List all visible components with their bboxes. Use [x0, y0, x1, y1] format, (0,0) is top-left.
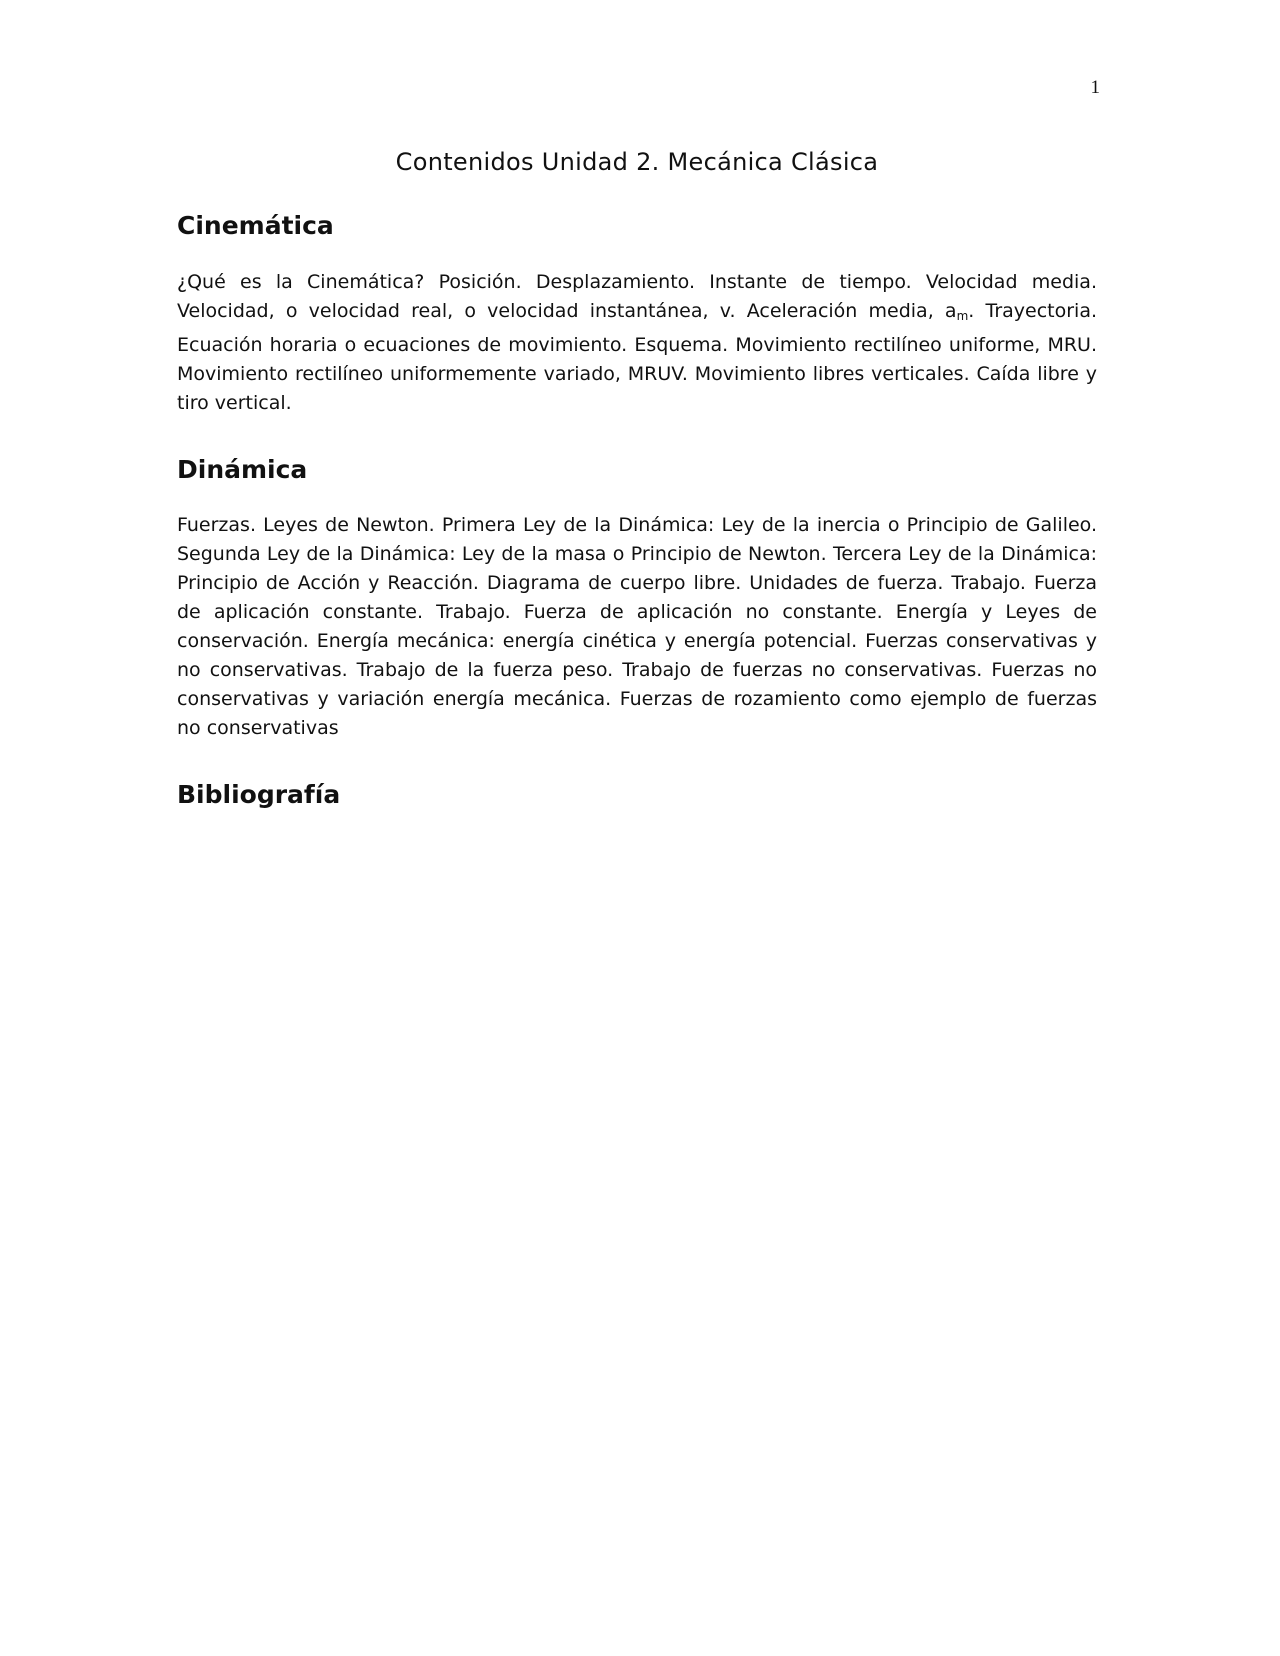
- section-cinematica: [177, 212, 1097, 418]
- section-heading-cinematica: Cinemática: [177, 211, 334, 240]
- document-content: [177, 148, 1097, 837]
- page-number: 1: [1090, 77, 1100, 98]
- acceleration-subscript: m: [956, 308, 969, 323]
- section-dinamica: [177, 456, 1097, 744]
- section-body-cinematica: [177, 268, 1097, 418]
- cinematica-text-part-2: . Trayectoria. Ecuación horaria o ecuaciones de movimiento. Esquema. Movimiento rectilíneo uniforme, MRU. Movimiento rectilíneo uniformemente variado, MRUV. Movimiento libres verticales. Caída libre y tiro vertical.: [177, 299, 1097, 414]
- section-bibliografia: [177, 781, 1097, 809]
- section-heading-dinamica: Dinámica: [177, 454, 308, 484]
- document-title: Contenidos Unidad 2. Mecánica Clásica: [395, 148, 879, 176]
- cinematica-text-part-1: ¿Qué es la Cinemática? Posición. Desplazamiento. Instante de tiempo. Velocidad media. Velocidad, o velocidad real, o velocidad instantánea, v. Aceleración media, a: [177, 270, 1097, 322]
- section-heading-bibliografia: Bibliografía: [177, 780, 341, 809]
- section-body-dinamica: Fuerzas. Leyes de Newton. Primera Ley de la Dinámica: Ley de la inercia o Principio de Galileo. Segunda Ley de la Dinámica: Ley de la masa o Principio de Newton. Tercera Ley de la Dinámica: Principio de Acción y Reacción. Diagrama de cuerpo libre. Unidades de fuerza. Trabajo. Fuerza de aplicación constante. Trabajo. Fuerza de aplicación no constante. Energía y Leyes de conservación. Energía mecánica: energía cinética y energía potencial. Fuerzas conservativas y no conservativas. Trabajo de la fuerza peso. Trabajo de fuerzas no conservativas. Fuerzas no conservativas y variación energía mecánica. Fuerzas de rozamiento como ejemplo de fuerzas no conservativas: [177, 514, 1097, 739]
